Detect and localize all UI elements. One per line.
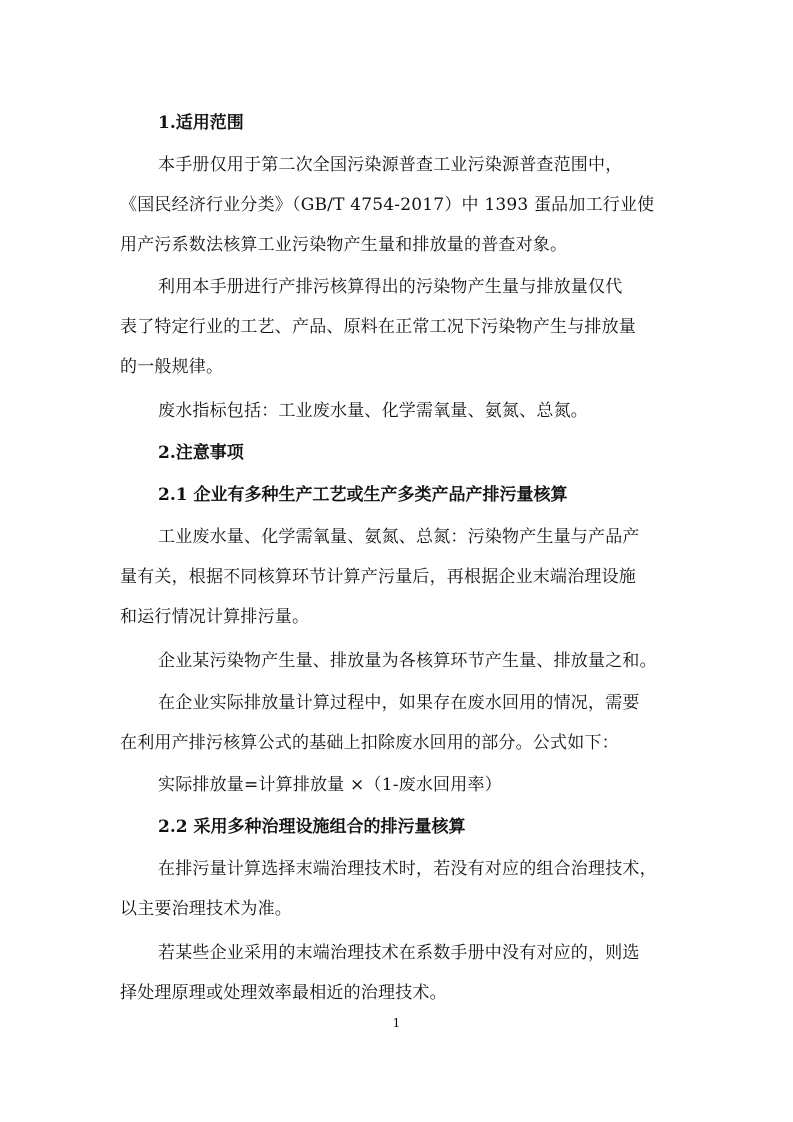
paragraph-line: 工业废水量、化学需氧量、氨氮、总氮：污染物产生量与产品产 xyxy=(158,527,640,547)
section-1-heading: 1.适用范围 xyxy=(158,113,244,133)
paragraph-line: 若某些企业采用的末端治理技术在系数手册中没有对应的，则选 xyxy=(158,943,640,963)
paragraph-line: 表了特定行业的工艺、产品、原料在正常工况下污染物产生与排放量 xyxy=(120,317,636,337)
subsection-2-1-heading: 2.1 企业有多种生产工艺或生产多类产品产排污量核算 xyxy=(158,485,568,505)
paragraph-line: 用产污系数法核算工业污染物产生量和排放量的普查对象。 xyxy=(120,235,568,255)
paragraph-line: 的一般规律。 xyxy=(120,357,224,377)
paragraph-line: 在排污量计算选择末端治理技术时，若没有对应的组合治理技术， xyxy=(158,859,657,879)
paragraph-line: 和运行情况计算排污量。 xyxy=(120,607,310,627)
paragraph-line: 企业某污染物产生量、排放量为各核算环节产生量、排放量之和。 xyxy=(158,651,657,671)
subsection-2-2-heading: 2.2 采用多种治理设施组合的排污量核算 xyxy=(158,817,466,837)
paragraph-line: 在企业实际排放量计算过程中，如果存在废水回用的情况，需要 xyxy=(158,693,640,713)
paragraph-line: 《国民经济行业分类》（GB/T 4754-2017）中 1393 蛋品加工行业使 xyxy=(120,195,655,215)
paragraph-line: 本手册仅用于第二次全国污染源普查工业污染源普查范围中， xyxy=(158,155,623,175)
paragraph-line: 在利用产排污核算公式的基础上扣除废水回用的部分。公式如下： xyxy=(120,733,619,753)
section-2-heading: 2.注意事项 xyxy=(158,443,244,463)
paragraph-line: 废水指标包括：工业废水量、化学需氧量、氨氮、总氮。 xyxy=(158,401,588,421)
paragraph-line: 量有关，根据不同核算环节计算产污量后，再根据企业末端治理设施 xyxy=(120,567,636,587)
paragraph-line: 以主要治理技术为准。 xyxy=(120,899,292,919)
paragraph-line: 择处理原理或处理效率最相近的治理技术。 xyxy=(120,983,447,1003)
paragraph-line: 利用本手册进行产排污核算得出的污染物产生量与排放量仅代 xyxy=(158,277,623,297)
page-number: 1 xyxy=(392,1016,401,1030)
formula-line: 实际排放量=计算排放量 ×（1-废水回用率） xyxy=(158,775,502,795)
